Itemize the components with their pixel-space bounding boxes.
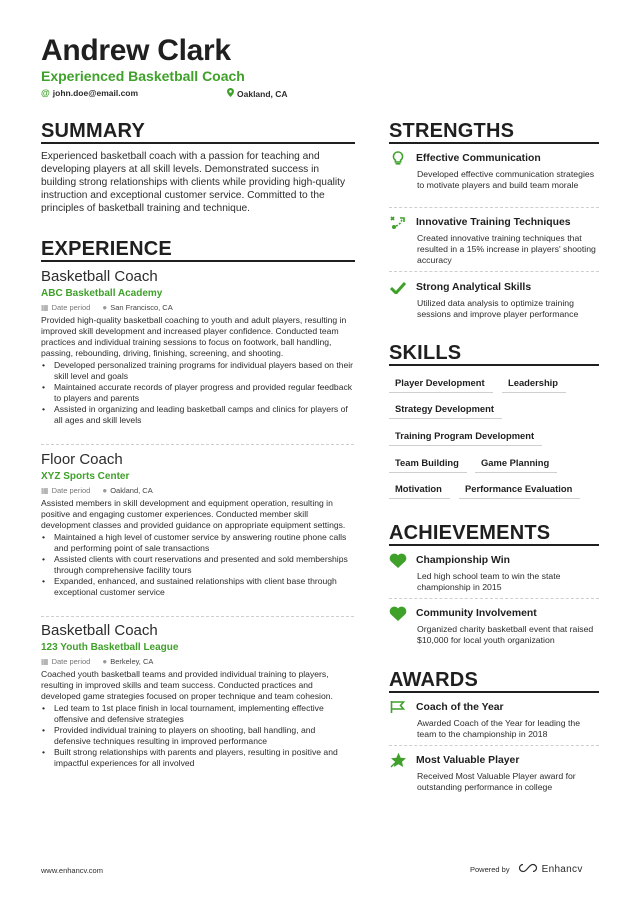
enhancv-logo-icon (518, 863, 538, 876)
strength-divider (389, 207, 599, 208)
job-bullet: • Developed personalized training programs for individual players based on their skill level and goals (41, 360, 354, 382)
strength-item (389, 214, 599, 266)
job-meta (41, 302, 354, 313)
job-location: San Francisco, CA (110, 303, 173, 312)
heart-icon (389, 605, 407, 621)
checkmark-icon (389, 279, 407, 295)
experience-rule (41, 260, 355, 262)
award-description: Received Most Valuable Player award for outstanding performance in college (417, 771, 576, 792)
achievement-divider (389, 598, 599, 599)
job-bullet: • Led team to 1st place finish in local tournament, implementing effective offensive and defensive strategies (41, 703, 354, 725)
award-description: Awarded Coach of the Year for leading the team to the championship in 2018 (417, 718, 581, 739)
candidate-name: Andrew Clark (41, 34, 231, 67)
job-bullet: • Maintained a high level of customer service by answering routine phone calls and performing point of sale transactions (41, 532, 354, 554)
job-description: Assisted members in skill development and equipment operation, resulting in positive and engaging customer experiences. Conducted member skill development classes and provided guidance on appropriate equipment settings. (41, 498, 346, 530)
calendar-icon: ▦ (41, 486, 49, 495)
job-divider (41, 616, 354, 617)
skill-tag: Training Program Development (389, 430, 542, 446)
award-item (389, 752, 599, 793)
achievement-item (389, 552, 599, 593)
award-title: Coach of the Year (416, 701, 504, 713)
award-divider (389, 745, 599, 746)
job-bullet: • Expanded, enhanced, and sustained relationships with client base through exceptional customer service (41, 576, 354, 598)
achievements-rule (389, 544, 599, 546)
job-bullet: • Assisted clients with court reservations and presented and sold memberships through comprehensive facility tours (41, 554, 354, 576)
job-entry (41, 268, 354, 426)
strength-title: Strong Analytical Skills (416, 281, 532, 293)
achievements-title: ACHIEVEMENTS (389, 522, 551, 544)
location-pin-icon (227, 88, 234, 100)
job-description: Provided high-quality basketball coaching to youth and adult players, resulting in improved skill development and increased player confidence. Conducted team practices and individual training sessions to focus on footwork, ball handling, passing, rebounding, driving, finishing, screening, and shooting. (41, 315, 347, 358)
contact-location (227, 88, 288, 100)
job-company: 123 Youth Basketball League (41, 642, 179, 653)
footer-branding (470, 863, 583, 876)
strength-divider (389, 271, 599, 272)
achievement-title: Community Involvement (416, 607, 537, 619)
achievement-item (389, 605, 599, 646)
job-company: ABC Basketball Academy (41, 288, 163, 299)
job-bullet: • Built strong relationships with parents and players, resulting in positive and impactful experiences for all involved (41, 747, 354, 769)
strength-title: Innovative Training Techniques (416, 216, 571, 228)
skill-tag: Player Development (389, 377, 493, 393)
strengths-title: STRENGTHS (389, 120, 515, 142)
summary-text: Experienced basketball coach with a passion for teaching and developing players at all skill levels. Demonstrated success in building strong relationships with clients while providing high-quality instruction and exceptional customer service. Committed to the principles of basketball training and technique. (41, 151, 346, 214)
powered-by-label: Powered by (470, 865, 510, 874)
job-bullet: • Assisted in organizing and leading basketball camps and clinics for players of all ages and skill levels (41, 404, 354, 426)
location-pin-icon: ● (102, 303, 108, 312)
awards-rule (389, 691, 599, 693)
job-title: Basketball Coach (41, 268, 158, 285)
job-date: Date period (51, 303, 91, 312)
email-text: john.doe@email.com (52, 88, 139, 98)
job-entry (41, 451, 354, 598)
job-meta (41, 485, 354, 496)
job-divider (41, 444, 354, 445)
job-description: Coached youth basketball teams and provided individual training to players, resulting in improved skills and team success. Conducted practices and developed game strategies focused on proper technique and team cohesion. (41, 669, 333, 701)
job-meta (41, 656, 354, 667)
strength-item (389, 279, 599, 320)
skill-tag: Performance Evaluation (459, 483, 580, 499)
location-text: Oakland, CA (237, 88, 288, 99)
job-bullet: • Maintained accurate records of player progress and provided regular feedback to players and parents (41, 382, 354, 404)
candidate-headline: Experienced Basketball Coach (41, 68, 245, 84)
award-title: Most Valuable Player (416, 754, 520, 766)
skills-rule (389, 364, 599, 366)
job-bullets (41, 532, 354, 598)
skill-tag: Team Building (389, 457, 467, 473)
job-date: Date period (51, 486, 91, 495)
heart-icon (389, 552, 407, 568)
experience-title: EXPERIENCE (41, 238, 172, 260)
job-bullets (41, 703, 354, 769)
location-pin-icon: ● (102, 486, 108, 495)
location-pin-icon: ● (102, 657, 108, 666)
summary-rule (41, 142, 355, 144)
calendar-icon: ▦ (41, 657, 49, 666)
job-date: Date period (51, 657, 91, 666)
strategy-icon (389, 214, 407, 230)
job-title: Basketball Coach (41, 622, 158, 639)
job-bullets (41, 360, 354, 426)
strengths-rule (389, 142, 599, 144)
brand-logo[interactable] (518, 863, 583, 876)
job-entry (41, 622, 354, 769)
achievement-title: Championship Win (416, 554, 510, 566)
lightbulb-icon (389, 150, 407, 166)
contact-email[interactable] (41, 88, 138, 99)
strength-title: Effective Communication (416, 152, 541, 164)
strength-item (389, 150, 599, 191)
skill-tag: Strategy Development (389, 403, 502, 419)
award-item (389, 699, 599, 740)
job-company: XYZ Sports Center (41, 471, 130, 482)
star-icon (389, 752, 407, 768)
brand-name: Enhancv (541, 864, 583, 875)
achievement-description: Organized charity basketball event that raised $10,000 for local youth organization (417, 624, 594, 645)
strength-description: Developed effective communication strategies to motivate players and build team morale (417, 169, 595, 190)
skills-title: SKILLS (389, 342, 462, 364)
flag-icon (389, 699, 407, 715)
at-icon: @ (41, 88, 50, 98)
strength-description: Utilized data analysis to optimize training sessions and improve player performance (417, 298, 579, 319)
strength-description: Created innovative training techniques that resulted in a 15% increase in players' shooting accuracy (417, 233, 596, 265)
skill-tag: Motivation (389, 483, 450, 499)
job-bullet: • Provided individual training to players on shooting, ball handling, and defensive techniques resulting in improved performance (41, 725, 354, 747)
achievement-description: Led high school team to win the state championship in 2015 (417, 571, 561, 592)
job-location: Berkeley, CA (110, 657, 154, 666)
summary-title: SUMMARY (41, 120, 145, 142)
skill-tag: Leadership (502, 377, 566, 393)
job-title: Floor Coach (41, 451, 123, 468)
footer-website[interactable]: www.enhancv.com (41, 866, 103, 875)
calendar-icon: ▦ (41, 303, 49, 312)
awards-title: AWARDS (389, 669, 478, 691)
skill-tag: Game Planning (475, 457, 557, 473)
job-location: Oakland, CA (110, 486, 153, 495)
